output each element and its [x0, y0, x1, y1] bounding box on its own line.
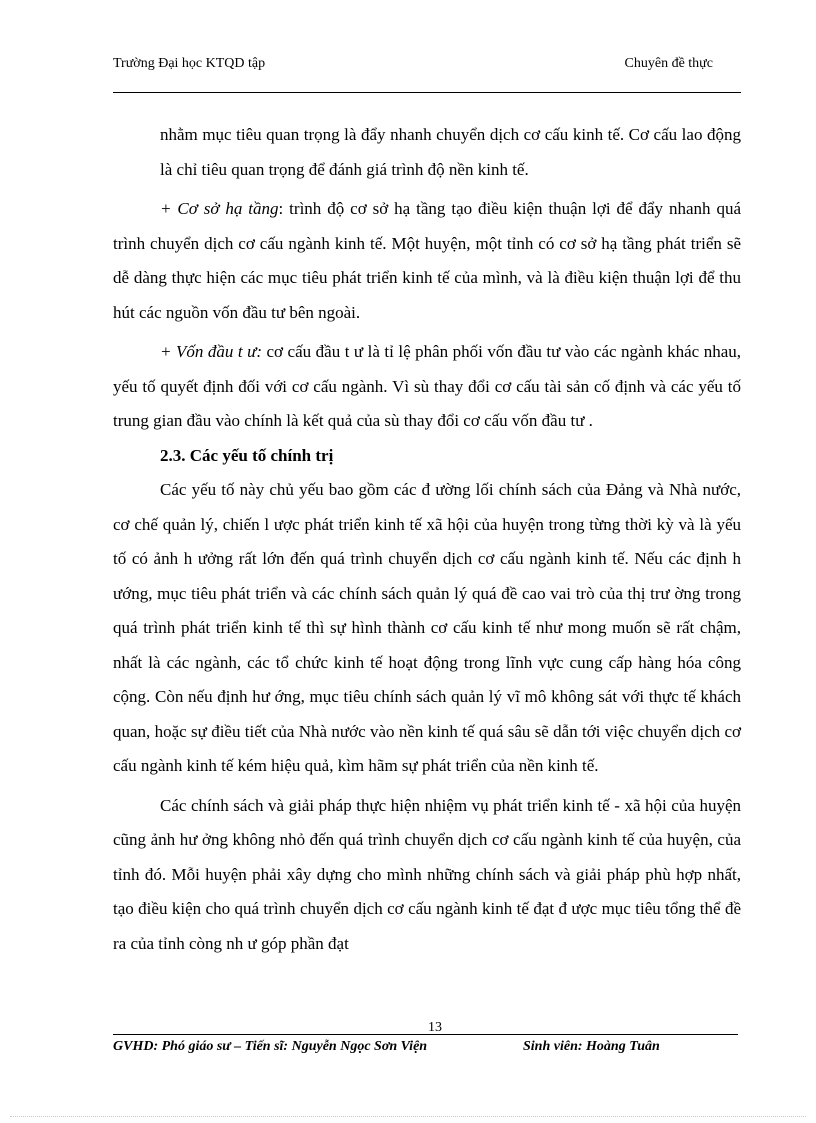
- footer-supervisor: GVHD: Phó giáo sư – Tiến sĩ: Nguyễn Ngọc Sơn Viện: [113, 1039, 428, 1054]
- term-infrastructure: + Cơ sở hạ tầng: [160, 199, 279, 218]
- page-body: [113, 118, 741, 961]
- header-doc-type: Chuyên đề thực: [624, 56, 713, 71]
- term-investment: + Vốn đầu t ư:: [160, 342, 263, 361]
- investment-text: cơ cấu đầu t ư là tỉ lệ phân phối vốn đầu tư vào các ngành khác nhau, yếu tố quyết định đối với cơ cấu ngành. Vì sù thay đổi cơ cấu tài sản cố định và các yếu tố trung gian đầu vào chính là kết quả của sù thay đổi cơ cấu vốn đầu tư .: [113, 342, 741, 430]
- page-header: [113, 52, 741, 93]
- paragraph-policies: Các chính sách và giải pháp thực hiện nhiệm vụ phát triển kinh tế - xã hội của huyện cũng ảnh hư ởng không nhỏ đến quá trình chuyển dịch cơ cấu ngành kinh tế của huyện, của tỉnh đó. Mỗi huyện phải xây dựng cho mình những chính sách và giải pháp phù hợp nhất, tạo điều kiện cho quá trình chuyển dịch cơ cấu ngành kinh tế đạt đ ược mục tiêu tổng thể đề ra của tỉnh còng nh ư góp phần đạt: [113, 795, 741, 953]
- page-number: 13: [428, 1020, 442, 1035]
- paragraph-infrastructure: [113, 192, 741, 330]
- infrastructure-text: : trình độ cơ sở hạ tầng tạo điều kiện thuận lợi để đẩy nhanh quá trình chuyển dịch cơ cấu ngành kinh tế. Một huyện, một tỉnh có cơ sở hạ tầng phát triển sẽ dễ dàng thực hiện các mục tiêu phát triển kinh tế của mình, và là điều kiện thuận lợi để thu hút các nguồn vốn đầu tư bên ngoài.: [113, 199, 741, 322]
- section-heading: 2.3. Các yếu tố chính trị: [160, 445, 334, 465]
- header-school: Trường Đại học KTQD tập: [113, 56, 266, 71]
- page-boundary-line: [10, 1116, 806, 1117]
- paragraph-investment: [113, 335, 741, 439]
- paragraph-intro: nhằm mục tiêu quan trọng là đẩy nhanh chuyển dịch cơ cấu kinh tế. Cơ cấu lao động là chỉ tiêu quan trọng để đánh giá trình độ nền kinh tế.: [160, 125, 741, 179]
- footer-student: Sinh viên: Hoàng Tuân: [523, 1039, 660, 1054]
- paragraph-political: Các yếu tố này chủ yếu bao gồm các đ ường lối chính sách của Đảng và Nhà nước, cơ chế quản lý, chiến l ược phát triển kinh tế xã hội của huyện trong từng thời kỳ và là yếu tố có ảnh h ưởng rất lớn đến quá trình chuyển dịch cơ cấu ngành kinh tế. Nếu các định h ướng, mục tiêu phát triển và các chính sách quản lý quá đề cao vai trò của thị trư ờng trong quá trình phát triển kinh tế thì sự hình thành cơ cấu kinh tế như mong muốn sẽ rất chậm, nhất là các ngành, các tổ chức kinh tế hoạt động trong lĩnh vực cung cấp hàng hóa công cộng. Còn nếu định hư ớng, mục tiêu chính sách quản lý vĩ mô không sát với thực tế khách quan, hoặc sự điều tiết của Nhà nước vào nền kinh tế quá sâu sẽ dẫn tới việc chuyển dịch cơ cấu ngành kinh tế kém hiệu quả, kìm hãm sự phát triển của nền kinh tế.: [113, 480, 741, 775]
- page-footer: [113, 1034, 738, 1075]
